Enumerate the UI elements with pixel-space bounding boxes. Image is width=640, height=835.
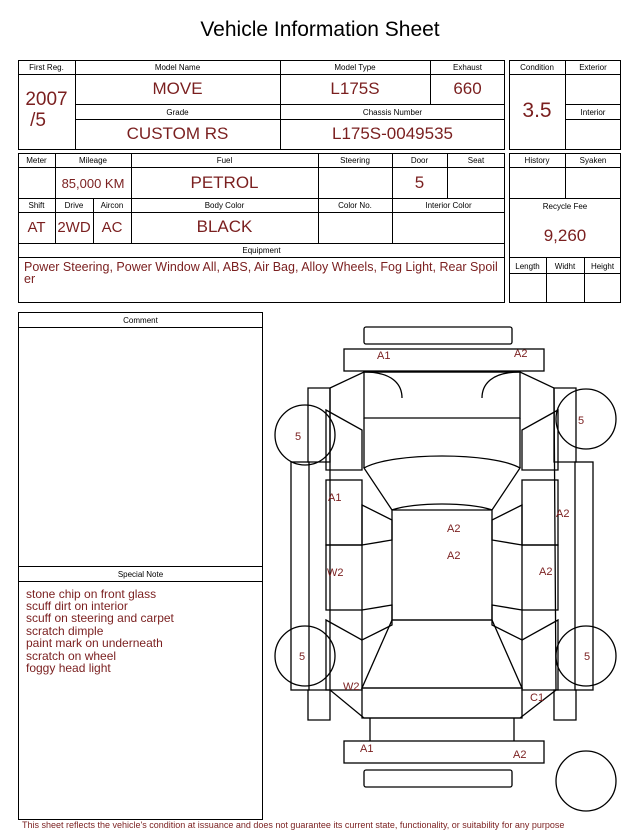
mark-rear-door-left: W2 [327,567,344,579]
comment-label: Comment [123,316,158,325]
special-note-item: paint mark on underneath [26,636,163,650]
equipment-label: Equipment [242,246,281,255]
shift-value: AT [27,219,46,236]
grade-value: CUSTOM RS [126,124,229,143]
fuel-label: Fuel [216,156,233,165]
mark-front-door-left: A1 [328,492,342,504]
disclaimer-footer: This sheet reflects the vehicle's condition at issuance and does not guarantee its current state, functionality, or suitability for any purpose [22,820,565,830]
mark-wheel-rear-right: 5 [584,651,591,663]
mark-front-door-right: A2 [556,508,570,520]
history-label: History [524,156,550,165]
equipment-value: Power Steering, Power Window All, ABS, Air Bag, Alloy Wheels, Fog Light, Rear Spoil [24,260,498,274]
mark-rear-quarter-left: W2 [343,681,360,693]
first-reg-year: 2007 [25,89,68,110]
meter-label: Meter [26,156,47,165]
aircon-value: AC [101,219,123,236]
interior-label: Interior [580,108,606,117]
chassis-number-value: L175S-0049535 [331,124,453,143]
door-value: 5 [414,173,425,192]
door-label: Door [410,156,429,165]
drive-label: Drive [64,201,84,210]
mark-rear-bumper-left: A1 [360,743,374,755]
mark-rear-bumper-right: A2 [513,749,527,761]
special-note-item: stone chip on front glass [26,587,157,601]
recycle-fee-label: Recycle Fee [542,202,588,211]
special-note-item: scuff on steering and carpet [26,611,174,625]
steering-label: Steering [340,156,370,165]
diagram-marks [295,348,590,761]
sheet-title: Vehicle Information Sheet [200,18,440,41]
special-note-item: scuff dirt on interior [26,599,128,613]
model-name-value: MOVE [152,79,203,98]
interior-color-label: Interior Color [425,201,472,210]
shift-label: Shift [28,201,45,210]
model-name-label: Model Name [154,63,201,72]
mark-rear-quarter-right: C1 [530,692,545,704]
mark-wheel-rear-left: 5 [299,651,306,663]
mark-roof-rear: A2 [447,550,461,562]
model-type-value: L175S [330,79,380,98]
mark-roof-front: A2 [447,523,461,535]
exhaust-label: Exhaust [453,63,482,72]
width-label: Widht [554,262,576,271]
body-color-value: BLACK [196,217,253,236]
model-type-label: Model Type [334,63,376,72]
exterior-label: Exterior [579,63,607,72]
length-label: Length [515,262,540,271]
mark-front-bumper-right: A2 [514,348,528,360]
mark-wheel-front-right: 5 [578,415,585,427]
aircon-label: Aircon [100,201,124,210]
equipment-value-wrap: er [24,272,36,286]
grade-label: Grade [166,108,189,117]
special-note-label: Special Note [117,570,164,579]
mark-front-bumper-left: A1 [377,350,391,362]
mark-rear-door-right: A2 [539,566,553,578]
special-note-item: scratch dimple [26,624,104,638]
recycle-fee-value: 9,260 [543,226,587,245]
mileage-value: 85,000 KM [61,176,125,191]
fuel-value: PETROL [190,173,259,192]
drive-value: 2WD [57,219,91,236]
syaken-label: Syaken [579,156,607,165]
body-color-label: Body Color [204,201,245,210]
special-note-item: foggy head light [26,661,111,675]
mileage-label: Mileage [78,156,107,165]
first-reg-month: /5 [30,110,46,131]
mark-wheel-front-left: 5 [295,431,302,443]
condition-label: Condition [520,63,554,72]
special-note-item: scratch on wheel [26,649,117,663]
exhaust-value: 660 [453,79,482,98]
first-reg-label: First Reg. [29,63,64,72]
chassis-number-label: Chassis Number [362,108,423,117]
color-no-label: Color No. [338,201,372,210]
height-label: Height [590,262,615,271]
seat-label: Seat [467,156,485,165]
condition-value: 3.5 [522,99,552,122]
